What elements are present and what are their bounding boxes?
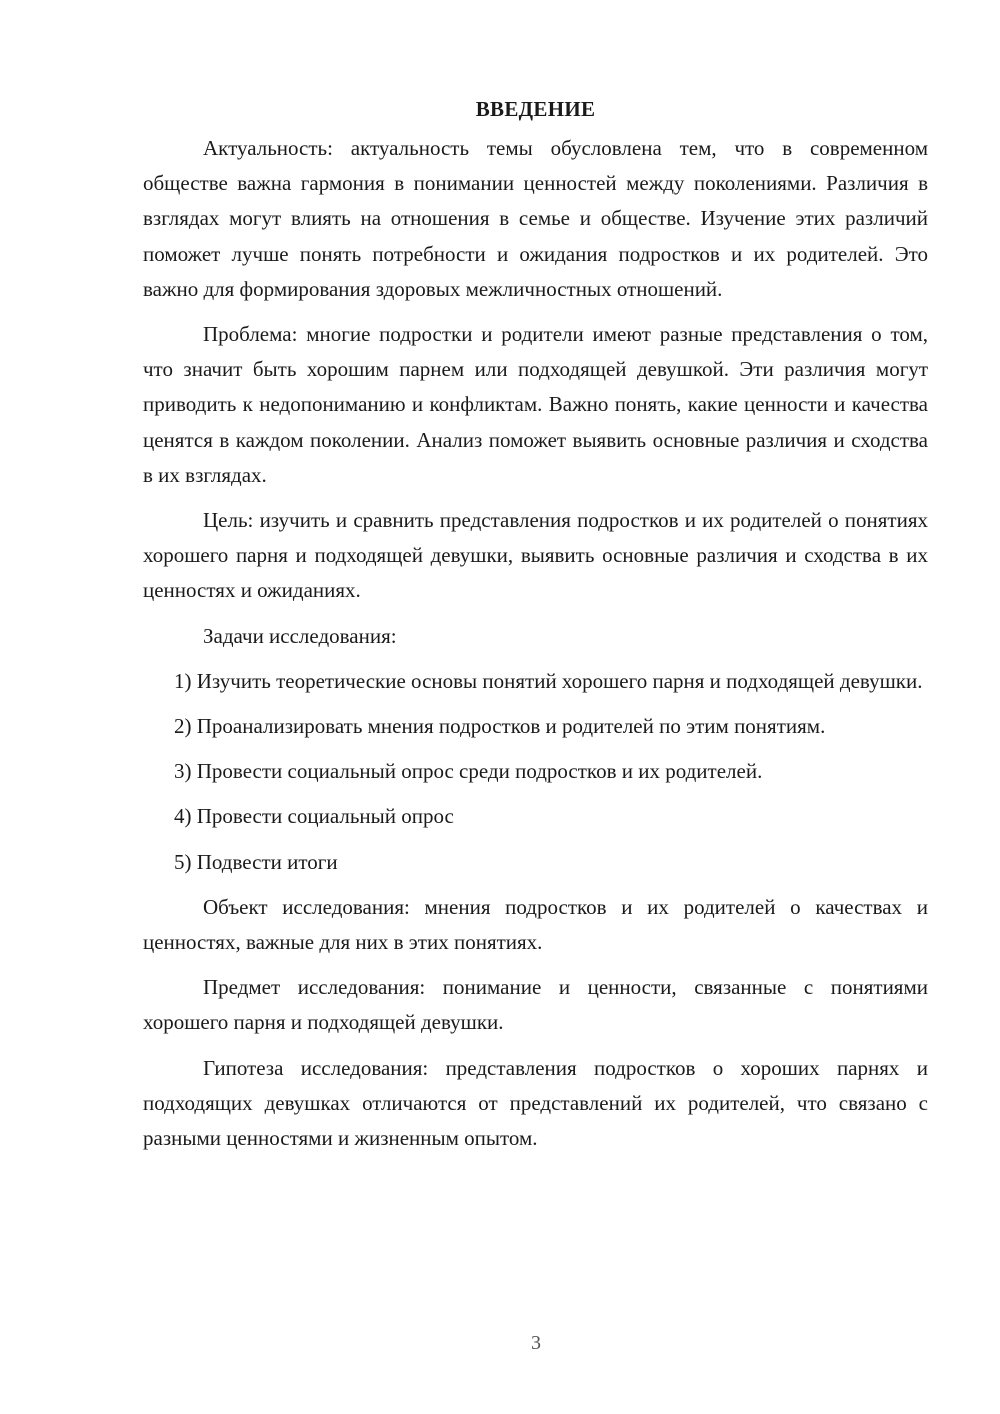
subject-paragraph: Предмет исследования: понимание и ценности, связанные с понятиями хорошего парня и подходящей девушки. <box>143 975 928 1035</box>
task-item-5: 5) Подвести итоги <box>174 849 338 874</box>
hypothesis-paragraph: Гипотеза исследования: представления подростков о хороших парнях и подходящих девушках отличаются от представлений их родителей, что связано с разными ценностями и жизненным опытом. <box>143 1055 928 1151</box>
tasks-heading: Задачи исследования: <box>203 623 397 648</box>
task-item-1: 1) Изучить теоретические основы понятий хорошего парня и подходящей девушки. <box>174 668 923 693</box>
task-item-3: 3) Провести социальный опрос среди подростков и их родителей. <box>174 759 763 784</box>
task-item-2: 2) Проанализировать мнения подростков и родителей по этим понятиям. <box>174 714 826 739</box>
relevance-paragraph: Актуальность: актуальность темы обусловлена тем, что в современном обществе важна гармония в понимании ценностей между поколениями. Различия в взглядах могут влиять на отношения в семье и обществе. Изучение этих различий поможет лучше понять потребности и ожидания подростков и их родителей. Это важно для формирования здоровых межличностных отношений. <box>143 136 928 301</box>
page-number: 3 <box>531 1332 541 1354</box>
section-heading: ВВЕДЕНИЕ <box>475 97 596 121</box>
goal-paragraph: Цель: изучить и сравнить представления подростков и их родителей о понятиях хорошего парня и подходящей девушки, выявить основные различия и сходства в их ценностях и ожиданиях. <box>143 508 928 603</box>
task-item-4: 4) Провести социальный опрос <box>174 804 454 829</box>
document-page <box>143 92 928 1166</box>
object-paragraph: Объект исследования: мнения подростков и их родителей о качествах и ценностях, важные для них в этих понятиях. <box>143 894 928 955</box>
problem-paragraph: Проблема: многие подростки и родители имеют разные представления о том, что значит быть хорошим парнем или подходящей девушкой. Эти различия могут приводить к недопониманию и конфликтам. Важно понять, какие ценности и качества ценятся в каждом поколении. Анализ поможет выявить основные различия и сходства в их взглядах. <box>143 322 928 487</box>
